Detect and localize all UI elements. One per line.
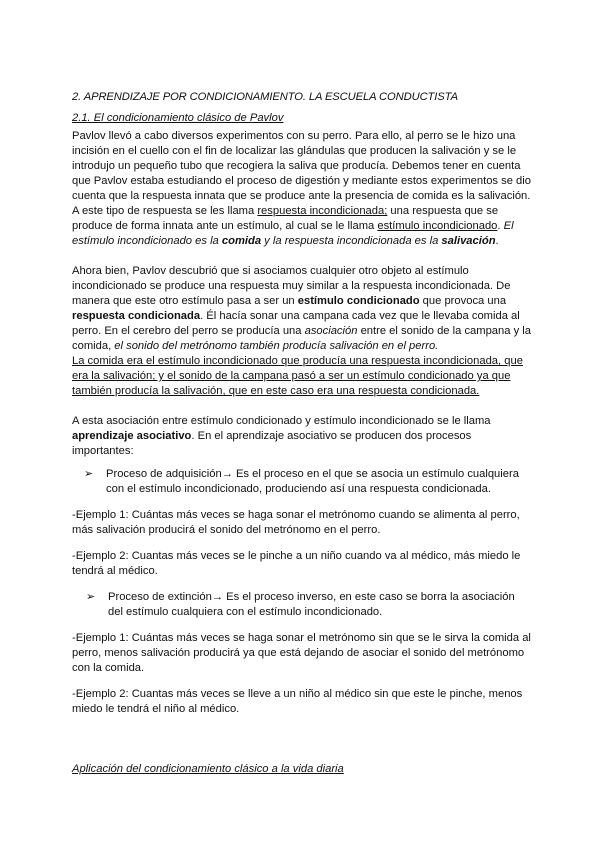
- list-item-acquisition: ➢ Proceso de adquisición→ Es el proceso en el que se asocia un estímulo cualquiera con el estímulo incondicionado, produciendo así una respuesta condicionada.: [84, 468, 519, 495]
- paragraph-conditioned-stimulus: Ahora bien, Pavlov descubrió que si asociamos cualquier otro objeto al estímulo incondicionado se produce una respuesta muy similar a la respuesta incondicionada. De manera que este otro estímulo pasa a ser un estímulo condicionado que provoca una respuesta condicionada. Él hacía sonar una campana cada vez que le llevaba comida al perro. En el cerebro del perro se producía una asociación entre el sonido de la campana y la comida, el sonido del metrónomo también producía salivación en el perro. La comida era el estímulo incondicionado que producía una respuesta incondicionada, que era la salivación; y el sonido de la campana pasó a ser un estímulo condicionado ya que también producía la salivación, que en este caso era una respuesta condicionada.: [72, 265, 531, 397]
- arrow-bullet-icon: ➢: [84, 468, 94, 480]
- example-2-extinction: -Ejemplo 2: Cuantas más veces se lleve a un niño al médico sin que este le pinche, menos miedo le tendrá el niño al médico.: [72, 688, 523, 715]
- document-page: [72, 90, 532, 777]
- example-1-extinction: -Ejemplo 1: Cuántas más veces se haga sonar el metrónomo sin que se le sirva la comida al perro, menos salivación producirá ya que está dejando de asociar el sonido del metrónomo con la comida.: [72, 632, 531, 674]
- list-item-extinction: ➢ Proceso de extinción→ Es el proceso inverso, en este caso se borra la asociación del estímulo cualquiera con el estímulo incondicionado.: [86, 591, 515, 618]
- section-heading: 2. APRENDIZAJE POR CONDICIONAMIENTO. LA ESCUELA CONDUCTISTA: [72, 91, 458, 103]
- example-2-acquisition: -Ejemplo 2: Cuantas más veces se le pinche a un niño cuando va al médico, más miedo le tendrá al médico.: [72, 550, 521, 577]
- section-title-daily-life: Aplicación del condicionamiento clásico a la vida diaria: [72, 763, 344, 775]
- arrow-bullet-icon: ➢: [86, 591, 96, 603]
- paragraph-pavlov-experiment: Pavlov llevó a cabo diversos experimentos con su perro. Para ello, al perro se le hizo una incisión en el cuello con el fin de localizar las glándulas que producen la salivación y se le introdujo un pequeño tubo que recogiera la saliva que producía. Debemos tener en cuenta que Pavlov estaba estudiando el proceso de digestión y mediante estos experimentos se dio cuenta que la respuesta innata que se produce ante la presencia de comida es la salivación. A este tipo de respuesta se les llama respuesta incondicionada; una respuesta que se produce de forma innata ante un estímulo, al cual se le llama estímulo incondicionado. El estímulo incondicionado es la comida y la respuesta incondicionada es la salivación.: [72, 130, 531, 247]
- paragraph-associative-learning: A esta asociación entre estímulo condicionado y estímulo incondicionado se le llama aprendizaje asociativo. En el aprendizaje asociativo se producen dos procesos importantes:: [72, 415, 491, 457]
- subsection-heading: 2.1. El condicionamiento clásico de Pavlov: [72, 112, 284, 124]
- example-1-acquisition: -Ejemplo 1: Cuántas más veces se haga sonar el metrónomo cuando se alimenta al perro, más salivación producirá el sonido del metrónomo en el perro.: [72, 509, 520, 536]
